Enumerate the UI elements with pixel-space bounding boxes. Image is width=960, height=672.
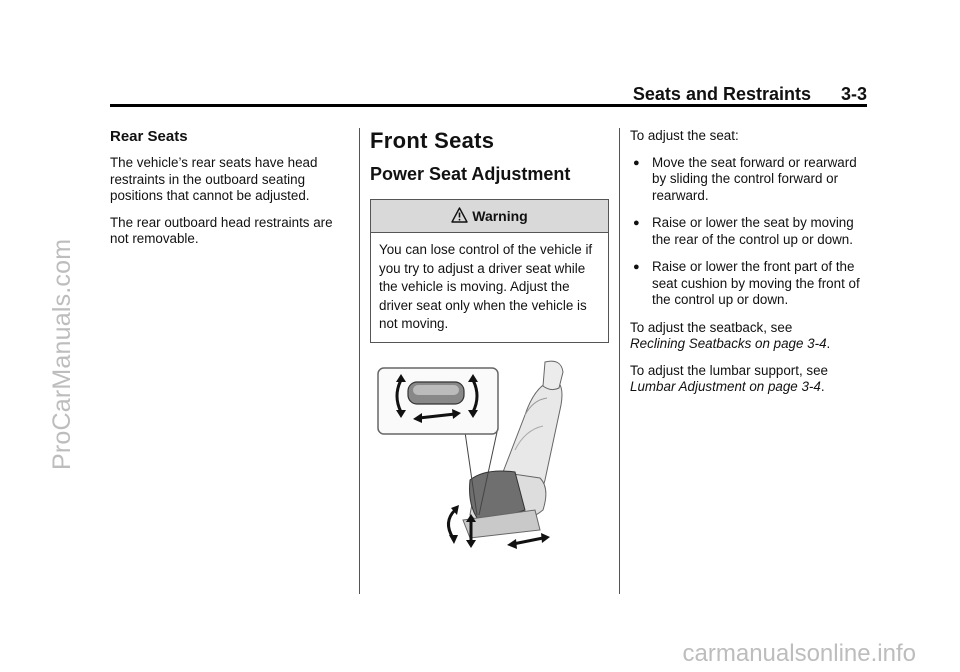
list-item bbox=[630, 215, 870, 248]
adjust-bullet-list bbox=[630, 155, 870, 309]
bullet-text: Raise or lower the seat by moving the rear of the control up or down. bbox=[652, 215, 854, 247]
list-item bbox=[630, 259, 870, 309]
bullet-text: Raise or lower the front part of the seat cushion by moving the front of the control up or down. bbox=[652, 259, 860, 307]
page-header bbox=[633, 84, 867, 105]
power-seat-illustration bbox=[375, 360, 565, 550]
seatback-text: To adjust the seatback, see bbox=[630, 319, 793, 335]
warning-text: You can lose control of the vehicle if you try to adjust a driver seat while the vehicle is moving. Adjust the driver seat only when the vehicle is not moving. bbox=[379, 242, 593, 331]
rear-seats-paragraph-2: The rear outboard head restraints are not removable. bbox=[110, 214, 333, 246]
list-item bbox=[630, 155, 870, 205]
rear-seats-heading: Rear Seats bbox=[110, 128, 188, 145]
bullet-icon: ● bbox=[633, 156, 640, 169]
adjust-intro: To adjust the seat: bbox=[630, 128, 739, 143]
seatback-paragraph bbox=[630, 320, 870, 353]
front-seats-column bbox=[370, 128, 610, 343]
bullet-icon: ● bbox=[633, 217, 640, 229]
warning-title: Warning bbox=[472, 208, 528, 224]
power-seat-heading: Power Seat Adjustment bbox=[370, 164, 571, 184]
page-number: 3-3 bbox=[840, 84, 867, 104]
column-divider-2 bbox=[619, 128, 620, 594]
header-rule bbox=[110, 104, 867, 107]
warning-box bbox=[370, 199, 609, 343]
lumbar-paragraph bbox=[630, 363, 870, 396]
bullet-text: Move the seat forward or rearward by sliding the control forward or rearward. bbox=[652, 154, 857, 203]
reclining-seatbacks-link[interactable]: Reclining Seatbacks on page 3-4 bbox=[630, 336, 827, 351]
adjust-column bbox=[630, 128, 870, 406]
lumbar-text: To adjust the lumbar support, see bbox=[630, 362, 828, 378]
rear-seats-column bbox=[110, 128, 345, 258]
watermark-carmanualsonline: carmanualsonline.info bbox=[682, 640, 916, 667]
warning-header bbox=[371, 200, 608, 233]
column-divider-1 bbox=[359, 128, 360, 594]
seatback-period: . bbox=[826, 336, 831, 351]
rear-seats-paragraph-1: The vehicle’s rear seats have head restraints in the outboard seating positions that cannot be adjusted. bbox=[110, 155, 318, 203]
lumbar-adjustment-link[interactable]: Lumbar Adjustment on page 3-4 bbox=[630, 379, 821, 394]
section-title: Seats and Restraints bbox=[632, 84, 811, 104]
front-seats-heading: Front Seats bbox=[370, 128, 495, 153]
watermark-procarmanuals: ProCarManuals.com bbox=[48, 238, 76, 470]
warning-icon bbox=[451, 207, 468, 226]
bullet-icon: ● bbox=[633, 261, 640, 273]
lumbar-period: . bbox=[820, 379, 825, 394]
